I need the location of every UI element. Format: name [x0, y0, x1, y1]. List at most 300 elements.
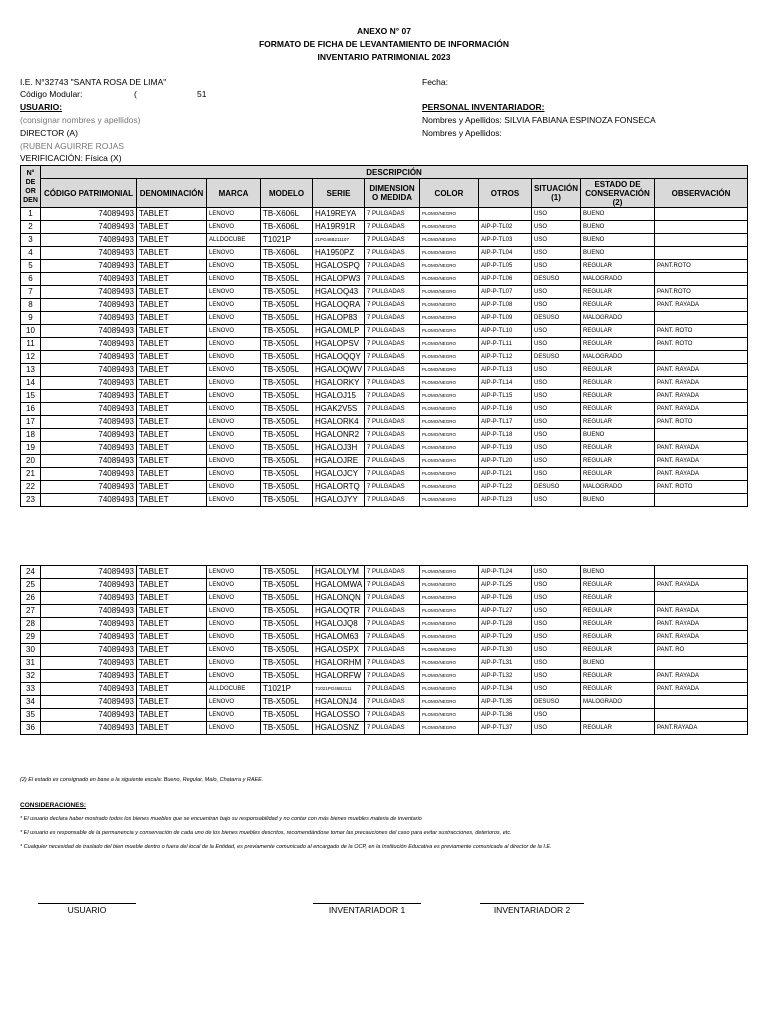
inventory-title: INVENTARIO PATRIMONIAL 2023 — [317, 52, 451, 62]
cell-otros: AIP-P-TL03 — [479, 234, 532, 247]
cell-no: 1 — [21, 208, 41, 221]
cell-marca: LENOVO — [207, 403, 261, 416]
cell-denominacion: TABLET — [137, 683, 207, 696]
cell-estado: MALOGRADO — [581, 273, 655, 286]
cell-color: PLOMO/NEGRO — [420, 312, 479, 325]
cell-marca: LENOVO — [207, 494, 261, 507]
cell-color: PLOMO/NEGRO — [420, 683, 479, 696]
table-row — [21, 670, 748, 683]
cell-observacion: PANT. ROTO — [655, 325, 748, 338]
cell-modelo: T1021P — [261, 683, 313, 696]
cell-no: 19 — [21, 442, 41, 455]
cell-codigo: 74089493 — [41, 657, 137, 670]
cell-marca: LENOVO — [207, 429, 261, 442]
cell-no: 23 — [21, 494, 41, 507]
cell-observacion: PANT. RAYADA — [655, 683, 748, 696]
table-row — [21, 494, 748, 507]
cell-dimension: 7 PULGADAS — [365, 696, 420, 709]
cell-no: 20 — [21, 455, 41, 468]
cell-color: PLOMO/NEGRO — [420, 208, 479, 221]
cell-marca: LENOVO — [207, 221, 261, 234]
cell-observacion — [655, 494, 748, 507]
cell-modelo: TB-X505L — [261, 403, 313, 416]
table-row — [21, 416, 748, 429]
table-row — [21, 403, 748, 416]
cell-codigo: 74089493 — [41, 670, 137, 683]
cell-observacion — [655, 592, 748, 605]
col-header-situacion: SITUACIÓN (1) — [532, 179, 581, 208]
cell-color: PLOMO/NEGRO — [420, 670, 479, 683]
cell-marca: LENOVO — [207, 709, 261, 722]
col-header-modelo: MODELO — [261, 179, 313, 208]
table-row — [21, 208, 748, 221]
cell-denominacion: TABLET — [137, 657, 207, 670]
cell-denominacion: TABLET — [137, 429, 207, 442]
cell-dimension: 7 PULGADAS — [365, 351, 420, 364]
consideracion-2: * El usuario es responsable de la permanencia y conservación de cada uno de los bienes muebles descritos, recomendándose tomar las precauciones del caso para evitar sustracciones, deterioros, etc. — [20, 830, 512, 836]
cell-codigo: 74089493 — [41, 390, 137, 403]
cell-dimension: 7 PULGADAS — [365, 416, 420, 429]
cell-situacion: USO — [532, 364, 581, 377]
cell-dimension: 7 PULGADAS — [365, 234, 420, 247]
cell-otros: AIP-P-TL05 — [479, 260, 532, 273]
col-header-estado: ESTADO DE CONSERVACIÓN (2) — [581, 179, 655, 208]
cell-marca: LENOVO — [207, 618, 261, 631]
cell-color: PLOMO/NEGRO — [420, 234, 479, 247]
cell-estado: BUENO — [581, 657, 655, 670]
cell-observacion: PANT. RAYADA — [655, 403, 748, 416]
cell-no: 33 — [21, 683, 41, 696]
cell-serie: HA19R91R — [313, 221, 365, 234]
cell-marca: LENOVO — [207, 338, 261, 351]
cell-situacion: DESUSO — [532, 351, 581, 364]
cell-dimension: 7 PULGADAS — [365, 468, 420, 481]
cell-denominacion: TABLET — [137, 299, 207, 312]
cell-observacion — [655, 221, 748, 234]
cell-marca: LENOVO — [207, 364, 261, 377]
cell-serie: HA1950PZ — [313, 247, 365, 260]
cell-no: 12 — [21, 351, 41, 364]
cell-codigo: 74089493 — [41, 234, 137, 247]
cell-modelo: TB-X505L — [261, 442, 313, 455]
cell-codigo: 74089493 — [41, 468, 137, 481]
cell-dimension: 7 PULGADAS — [365, 722, 420, 735]
cell-denominacion: TABLET — [137, 273, 207, 286]
cell-codigo: 74089493 — [41, 455, 137, 468]
cell-marca: LENOVO — [207, 312, 261, 325]
cell-dimension: 7 PULGADAS — [365, 273, 420, 286]
cell-marca: ALLDOCUBE — [207, 234, 261, 247]
cell-observacion: PANT. ROTO — [655, 338, 748, 351]
cell-estado: BUENO — [581, 247, 655, 260]
cell-otros: AIP-P-TL15 — [479, 390, 532, 403]
cell-codigo: 74089493 — [41, 618, 137, 631]
cell-dimension: 7 PULGADAS — [365, 429, 420, 442]
cell-color: PLOMO/NEGRO — [420, 325, 479, 338]
cell-situacion: USO — [532, 325, 581, 338]
cell-dimension: 7 PULGADAS — [365, 247, 420, 260]
table-row — [21, 273, 748, 286]
cell-marca: LENOVO — [207, 722, 261, 735]
cell-no: 17 — [21, 416, 41, 429]
usuario-hint: (consignar nombres y apellidos) — [20, 115, 141, 125]
cell-denominacion: TABLET — [137, 566, 207, 579]
cell-estado: BUENO — [581, 566, 655, 579]
cell-otros: AIP-P-TL14 — [479, 377, 532, 390]
cell-dimension: 7 PULGADAS — [365, 618, 420, 631]
cell-otros: AIP-P-TL06 — [479, 273, 532, 286]
cell-modelo: TB-X505L — [261, 605, 313, 618]
cell-denominacion: TABLET — [137, 605, 207, 618]
cell-dimension: 7 PULGADAS — [365, 260, 420, 273]
table-row — [21, 481, 748, 494]
cell-marca: LENOVO — [207, 442, 261, 455]
cell-no: 18 — [21, 429, 41, 442]
cell-dimension: 7 PULGADAS — [365, 377, 420, 390]
cell-estado: REGULAR — [581, 468, 655, 481]
cell-serie: HGALOQTR — [313, 605, 365, 618]
col-header-codigo: CÓDIGO PATRIMONIAL — [41, 179, 137, 208]
cell-observacion: PANT.ROTO — [655, 260, 748, 273]
cell-denominacion: TABLET — [137, 325, 207, 338]
col-header-marca: MARCA — [207, 179, 261, 208]
cell-observacion: PANT. RAYADA — [655, 390, 748, 403]
cell-observacion: PANT. RAYADA — [655, 377, 748, 390]
cell-codigo: 74089493 — [41, 364, 137, 377]
cell-color: PLOMO/NEGRO — [420, 494, 479, 507]
cell-situacion: USO — [532, 494, 581, 507]
inventariador-2-name: Nombres y Apellidos: — [422, 128, 502, 138]
cell-no: 8 — [21, 299, 41, 312]
cell-estado: REGULAR — [581, 592, 655, 605]
cell-estado: REGULAR — [581, 286, 655, 299]
table-row — [21, 579, 748, 592]
inventory-table-2 — [20, 565, 748, 735]
cell-serie: HGALOP83 — [313, 312, 365, 325]
cell-observacion: PANT. RAYADA — [655, 670, 748, 683]
cell-observacion — [655, 234, 748, 247]
cell-dimension: 7 PULGADAS — [365, 221, 420, 234]
cell-otros: AIP-P-TL20 — [479, 455, 532, 468]
cell-dimension: 7 PULGADAS — [365, 592, 420, 605]
cell-codigo: 74089493 — [41, 696, 137, 709]
cell-serie: HGALOPW3 — [313, 273, 365, 286]
cell-serie: HGALOSPQ — [313, 260, 365, 273]
table-body-1 — [21, 208, 748, 507]
cell-otros: AIP-P-TL12 — [479, 351, 532, 364]
table-row — [21, 592, 748, 605]
cell-no: 7 — [21, 286, 41, 299]
cell-observacion — [655, 312, 748, 325]
cell-otros: AIP-P-TL24 — [479, 566, 532, 579]
codigo-modular-paren: ( — [134, 89, 137, 99]
cell-observacion: PANT. RAYADA — [655, 442, 748, 455]
cell-no: 3 — [21, 234, 41, 247]
cell-denominacion: TABLET — [137, 592, 207, 605]
cell-color: PLOMO/NEGRO — [420, 657, 479, 670]
estado-note: (2) El estado es consignado en base a la siguiente escala: Bueno, Regular, Malo, Chatarra y RAEE. — [20, 777, 264, 783]
cell-situacion: DESUSO — [532, 273, 581, 286]
cell-serie: HGALOSPX — [313, 644, 365, 657]
cell-situacion: USO — [532, 234, 581, 247]
cell-situacion: USO — [532, 579, 581, 592]
cell-no: 28 — [21, 618, 41, 631]
cell-dimension: 7 PULGADAS — [365, 390, 420, 403]
cell-serie: HGALOJRE — [313, 455, 365, 468]
cell-modelo: TB-X505L — [261, 260, 313, 273]
cell-codigo: 74089493 — [41, 579, 137, 592]
cell-marca: ALLDOCUBE — [207, 683, 261, 696]
cell-otros: AIP-P-TL18 — [479, 429, 532, 442]
cell-observacion: PANT. RAYADA — [655, 631, 748, 644]
table-body-2 — [21, 566, 748, 735]
cell-serie: HGALORK4 — [313, 416, 365, 429]
cell-modelo: TB-X505L — [261, 696, 313, 709]
cell-situacion: USO — [532, 683, 581, 696]
cell-situacion: USO — [532, 260, 581, 273]
cell-observacion — [655, 351, 748, 364]
cell-no: 15 — [21, 390, 41, 403]
cell-color: PLOMO/NEGRO — [420, 351, 479, 364]
cell-situacion: DESUSO — [532, 312, 581, 325]
cell-color: PLOMO/NEGRO — [420, 579, 479, 592]
cell-serie: HGALOSSO — [313, 709, 365, 722]
cell-color: PLOMO/NEGRO — [420, 455, 479, 468]
cell-no: 31 — [21, 657, 41, 670]
cell-observacion — [655, 709, 748, 722]
cell-marca: LENOVO — [207, 286, 261, 299]
cell-otros: AIP-P-TL28 — [479, 618, 532, 631]
cell-dimension: 7 PULGADAS — [365, 579, 420, 592]
cell-denominacion: TABLET — [137, 260, 207, 273]
cell-serie: HGALOQ43 — [313, 286, 365, 299]
cell-situacion: USO — [532, 592, 581, 605]
cell-estado: MALOGRADO — [581, 312, 655, 325]
cell-codigo: 74089493 — [41, 273, 137, 286]
cell-situacion: USO — [532, 468, 581, 481]
cell-estado: REGULAR — [581, 631, 655, 644]
cell-estado: REGULAR — [581, 260, 655, 273]
cell-no: 5 — [21, 260, 41, 273]
cell-situacion: USO — [532, 377, 581, 390]
cell-dimension: 7 PULGADAS — [365, 442, 420, 455]
col-header-denominacion: DENOMINACIÓN — [137, 179, 207, 208]
cell-no: 32 — [21, 670, 41, 683]
cell-color: PLOMO/NEGRO — [420, 416, 479, 429]
cell-modelo: TB-X505L — [261, 390, 313, 403]
cell-codigo: 74089493 — [41, 299, 137, 312]
cell-no: 11 — [21, 338, 41, 351]
cell-denominacion: TABLET — [137, 364, 207, 377]
cell-codigo: 74089493 — [41, 592, 137, 605]
cell-color: PLOMO/NEGRO — [420, 709, 479, 722]
cell-observacion: PANT. RAYADA — [655, 455, 748, 468]
cell-serie: HGALOLYM — [313, 566, 365, 579]
cell-estado: REGULAR — [581, 605, 655, 618]
table-row — [21, 390, 748, 403]
cell-dimension: 7 PULGADAS — [365, 494, 420, 507]
cell-serie: HGALOJ15 — [313, 390, 365, 403]
cell-color: PLOMO/NEGRO — [420, 364, 479, 377]
cell-codigo: 74089493 — [41, 494, 137, 507]
cell-marca: LENOVO — [207, 644, 261, 657]
cell-codigo: 74089493 — [41, 416, 137, 429]
cell-estado: REGULAR — [581, 670, 655, 683]
cell-no: 21 — [21, 468, 41, 481]
table-row — [21, 351, 748, 364]
cell-estado: REGULAR — [581, 683, 655, 696]
cell-situacion: USO — [532, 442, 581, 455]
signature-inventariador-1: INVENTARIADOR 1 — [313, 903, 421, 915]
cell-denominacion: TABLET — [137, 644, 207, 657]
col-header-otros: OTROS — [479, 179, 532, 208]
table-row — [21, 221, 748, 234]
cell-dimension: 7 PULGADAS — [365, 481, 420, 494]
cell-color: PLOMO/NEGRO — [420, 442, 479, 455]
cell-denominacion: TABLET — [137, 221, 207, 234]
table-row — [21, 455, 748, 468]
cell-otros: AIP-P-TL30 — [479, 644, 532, 657]
cell-dimension: 7 PULGADAS — [365, 670, 420, 683]
cell-estado: REGULAR — [581, 364, 655, 377]
cell-denominacion: TABLET — [137, 631, 207, 644]
cell-dimension: 7 PULGADAS — [365, 683, 420, 696]
cell-dimension: 7 PULGADAS — [365, 403, 420, 416]
cell-otros: AIP-P-TL29 — [479, 631, 532, 644]
cell-marca: LENOVO — [207, 481, 261, 494]
cell-modelo: TB-X505L — [261, 657, 313, 670]
cell-denominacion: TABLET — [137, 390, 207, 403]
cell-dimension: 7 PULGADAS — [365, 299, 420, 312]
cell-denominacion: TABLET — [137, 247, 207, 260]
cell-serie: T1021PG46B2111 — [313, 683, 365, 696]
cell-otros — [479, 208, 532, 221]
cell-no: 30 — [21, 644, 41, 657]
cell-modelo: TB-X505L — [261, 468, 313, 481]
table-row — [21, 429, 748, 442]
table-row — [21, 247, 748, 260]
cell-modelo: TB-X505L — [261, 670, 313, 683]
cell-color: PLOMO/NEGRO — [420, 338, 479, 351]
cell-color: PLOMO/NEGRO — [420, 260, 479, 273]
cell-modelo: TB-X505L — [261, 338, 313, 351]
cell-situacion: USO — [532, 338, 581, 351]
verificacion-label: VERIFICACIÓN: Física (X) — [20, 153, 122, 163]
cell-otros: AIP-P-TL13 — [479, 364, 532, 377]
cell-no: 9 — [21, 312, 41, 325]
cell-serie: HGALOM63 — [313, 631, 365, 644]
table-row — [21, 364, 748, 377]
cell-dimension: 7 PULGADAS — [365, 208, 420, 221]
cell-estado: BUENO — [581, 234, 655, 247]
cell-observacion: PANT. RAYADA — [655, 299, 748, 312]
cell-modelo: TB-X505L — [261, 592, 313, 605]
cell-situacion: USO — [532, 221, 581, 234]
cell-marca: LENOVO — [207, 592, 261, 605]
cell-denominacion: TABLET — [137, 351, 207, 364]
cell-serie: HGALORTQ — [313, 481, 365, 494]
cell-codigo: 74089493 — [41, 605, 137, 618]
cell-color: PLOMO/NEGRO — [420, 429, 479, 442]
cell-marca: LENOVO — [207, 247, 261, 260]
cell-otros: AIP-P-TL02 — [479, 221, 532, 234]
table-row — [21, 468, 748, 481]
cell-serie: HGALOPSV — [313, 338, 365, 351]
cell-marca: LENOVO — [207, 579, 261, 592]
personal-inventariador-label: PERSONAL INVENTARIADOR: — [422, 102, 545, 112]
codigo-modular-value: 51 — [197, 89, 207, 99]
cell-no: 13 — [21, 364, 41, 377]
cell-no: 2 — [21, 221, 41, 234]
director-label: DIRECTOR (A) — [20, 128, 78, 138]
cell-situacion: DESUSO — [532, 481, 581, 494]
cell-serie: HGALOMWA — [313, 579, 365, 592]
cell-serie: HGALONR2 — [313, 429, 365, 442]
cell-serie: HGALORKY — [313, 377, 365, 390]
cell-no: 36 — [21, 722, 41, 735]
cell-estado: REGULAR — [581, 618, 655, 631]
cell-no: 27 — [21, 605, 41, 618]
col-header-observacion: OBSERVACIÓN — [655, 179, 748, 208]
cell-situacion: USO — [532, 247, 581, 260]
cell-otros: AIP-P-TL26 — [479, 592, 532, 605]
cell-modelo: TB-X505L — [261, 351, 313, 364]
cell-estado: MALOGRADO — [581, 696, 655, 709]
cell-modelo: TB-X505L — [261, 455, 313, 468]
cell-modelo: TB-X505L — [261, 312, 313, 325]
cell-color: PLOMO/NEGRO — [420, 605, 479, 618]
cell-no: 6 — [21, 273, 41, 286]
cell-estado: MALOGRADO — [581, 351, 655, 364]
cell-otros: AIP-P-TL31 — [479, 657, 532, 670]
cell-no: 24 — [21, 566, 41, 579]
cell-modelo: TB-X505L — [261, 286, 313, 299]
cell-color: PLOMO/NEGRO — [420, 644, 479, 657]
cell-observacion: PANT. RO — [655, 644, 748, 657]
cell-observacion: PANT.RAYADA — [655, 722, 748, 735]
cell-observacion: PANT. RAYADA — [655, 605, 748, 618]
cell-denominacion: TABLET — [137, 670, 207, 683]
table-row — [21, 260, 748, 273]
cell-denominacion: TABLET — [137, 494, 207, 507]
cell-otros: AIP-P-TL10 — [479, 325, 532, 338]
table-row — [21, 618, 748, 631]
cell-observacion: PANT. ROTO — [655, 481, 748, 494]
cell-otros: AIP-P-TL34 — [479, 683, 532, 696]
cell-observacion: PANT.ROTO — [655, 286, 748, 299]
cell-marca: LENOVO — [207, 208, 261, 221]
table-row — [21, 683, 748, 696]
cell-situacion: USO — [532, 208, 581, 221]
cell-otros: AIP-P-TL37 — [479, 722, 532, 735]
col-header-color: COLOR — [420, 179, 479, 208]
cell-otros: AIP-P-TL23 — [479, 494, 532, 507]
cell-dimension: 7 PULGADAS — [365, 605, 420, 618]
cell-codigo: 74089493 — [41, 351, 137, 364]
cell-color: PLOMO/NEGRO — [420, 592, 479, 605]
cell-serie: HGALORFW — [313, 670, 365, 683]
cell-codigo: 74089493 — [41, 566, 137, 579]
cell-codigo: 74089493 — [41, 377, 137, 390]
table-row — [21, 696, 748, 709]
cell-marca: LENOVO — [207, 657, 261, 670]
cell-modelo: TB-X505L — [261, 722, 313, 735]
cell-no: 16 — [21, 403, 41, 416]
cell-color: PLOMO/NEGRO — [420, 722, 479, 735]
inventariador-1-name: Nombres y Apellidos: SILVIA FABIANA ESPINOZA FONSECA — [422, 115, 656, 125]
cell-otros: AIP-P-TL04 — [479, 247, 532, 260]
cell-estado: REGULAR — [581, 442, 655, 455]
